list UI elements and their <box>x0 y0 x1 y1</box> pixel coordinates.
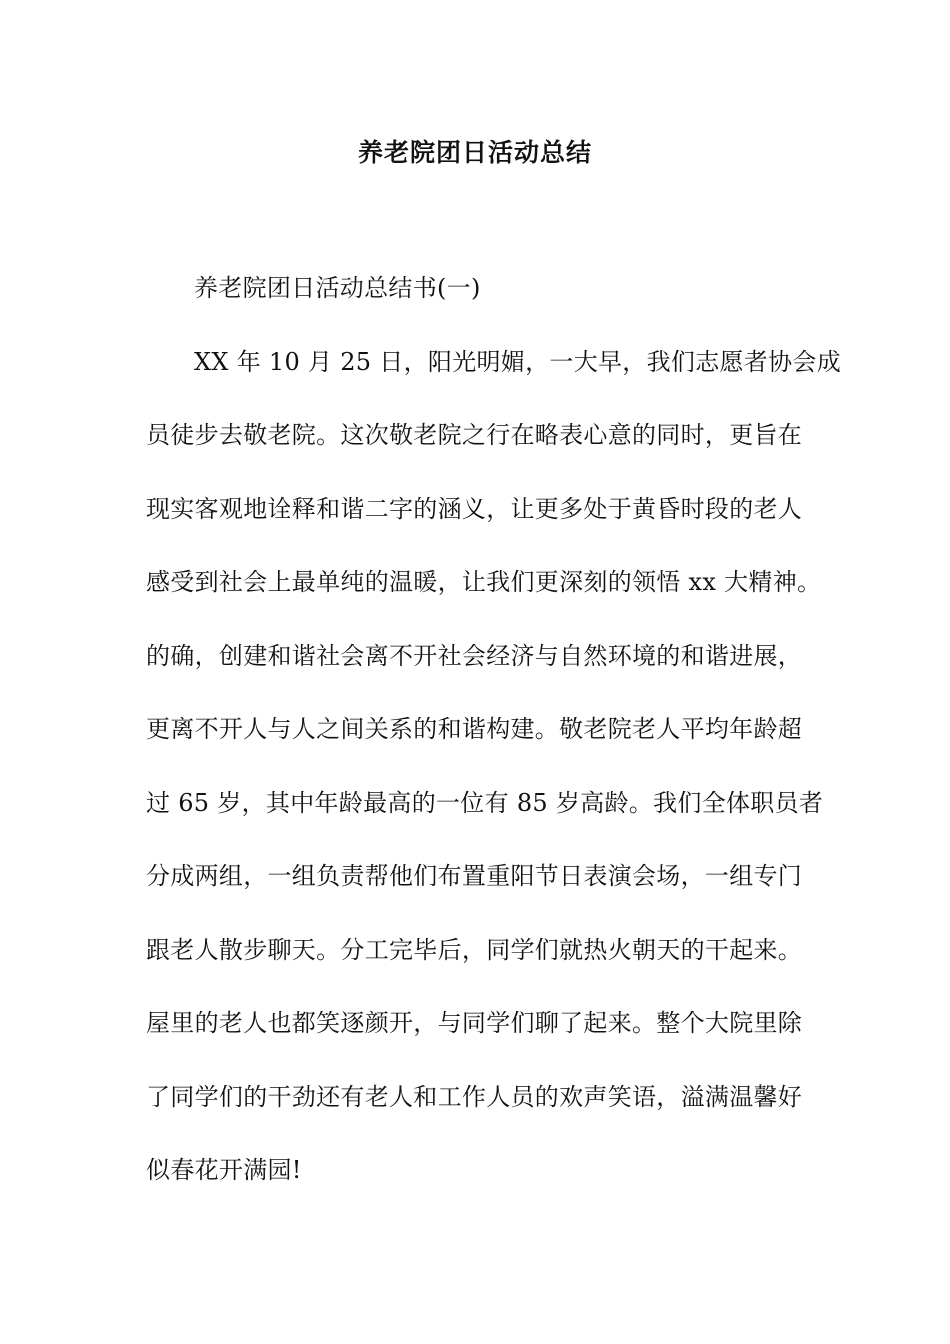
paragraph-line: 现实客观地诠释和谐二字的涵义，让更多处于黄昏时段的老人 <box>146 494 803 523</box>
paragraph-line: 屋里的老人也都笑逐颜开，与同学们聊了起来。整个大院里除 <box>146 1009 803 1037</box>
paragraph-line: 的确，创建和谐社会离不开社会经济与自然环境的和谐进展， <box>146 641 803 670</box>
paragraph-line: 跟老人散步聊天。分工完毕后，同学们就热火朝天的干起来。 <box>146 935 803 964</box>
document-title: 养老院团日活动总结 <box>357 138 592 167</box>
paragraph-line: 更离不开人与人之间关系的和谐构建。敬老院老人平均年龄超 <box>146 715 803 743</box>
document-body <box>146 252 841 1208</box>
section-heading: 养老院团日活动总结书(一) <box>194 274 481 302</box>
paragraph-line: XX 年 10 月 25 日，阳光明媚，一大早，我们志愿者协会成 <box>194 347 841 376</box>
paragraph-line: 员徒步去敬老院。这次敬老院之行在略表心意的同时，更旨在 <box>146 421 803 449</box>
paragraph-line: 了同学们的干劲还有老人和工作人员的欢声笑语，溢满温馨好 <box>146 1082 803 1111</box>
paragraph-line: 分成两组，一组负责帮他们布置重阳节日表演会场，一组专门 <box>146 862 803 890</box>
paragraph-line: 似春花开满园! <box>146 1156 302 1184</box>
paragraph-line: 过 65 岁，其中年龄最高的一位有 85 岁高龄。我们全体职员者 <box>146 788 824 817</box>
paragraph-line: 感受到社会上最单纯的温暖，让我们更深刻的领悟 xx 大精神。 <box>146 568 822 596</box>
